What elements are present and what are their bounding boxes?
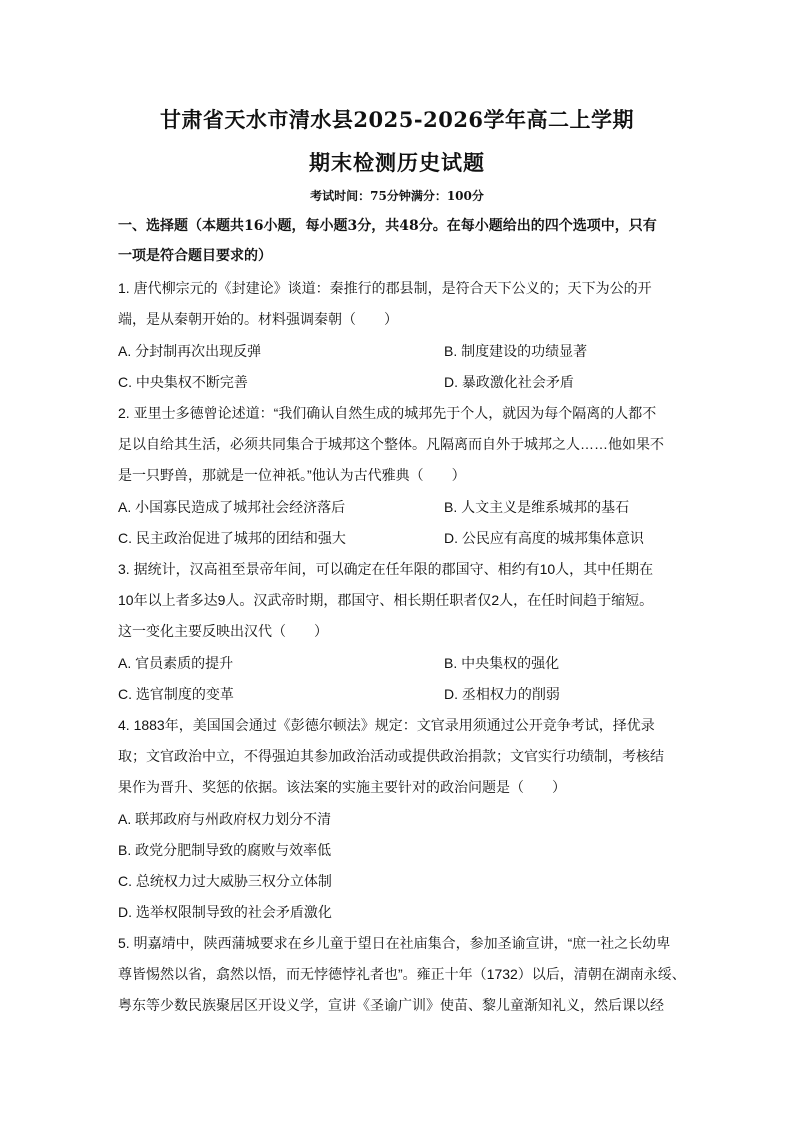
question-4-option-c: C. 总统权力过大威胁三权分立体制 xyxy=(118,873,332,889)
question-4-line-1: 4. 1883年，美国国会通过《彭德尔顿法》规定：文官录用须通过公开竞争考试，择优录 xyxy=(118,717,655,733)
exam-title-line1: 甘肃省天水市清水县2025-2026学年高二上学期 xyxy=(159,107,635,132)
question-5-line-3: 粤东等少数民族聚居区开设义学，宣讲《圣谕广训》使苗、黎儿童渐知礼义，然后课以经 xyxy=(118,997,664,1013)
question-3-line-2: 10年以上者多达9人。汉武帝时期，郡国守、相长期任职者仅2人，在任时间趋于缩短。 xyxy=(118,592,654,608)
question-3-option-b: B. 中央集权的强化 xyxy=(444,655,560,671)
question-1-line-1: 1. 唐代柳宗元的《封建论》谈道：秦推行的郡县制，是符合天下公义的；天下为公的开 xyxy=(118,280,652,296)
question-4-option-a: A. 联邦政府与州政府权力划分不清 xyxy=(118,811,332,827)
question-3-option-d: D. 丞相权力的削弱 xyxy=(444,686,560,702)
question-1-option-c: C. 中央集权不断完善 xyxy=(118,374,248,390)
question-1-option-b: B. 制度建设的功绩显著 xyxy=(444,343,588,359)
question-2-line-3: 是一只野兽，那就是一位神祇。”他认为古代雅典（ ） xyxy=(118,467,466,483)
question-3-line-3: 这一变化主要反映出汉代（ ） xyxy=(118,623,328,639)
question-2-option-a: A. 小国寡民造成了城邦社会经济落后 xyxy=(118,499,346,515)
question-1-option-a: A. 分封制再次出现反弹 xyxy=(118,343,262,359)
question-2-line-1: 2. 亚里士多德曾论述道：“我们确认自然生成的城邦先于个人，就因为每个隔离的人都不 xyxy=(118,405,657,421)
question-1-option-d: D. 暴政激化社会矛盾 xyxy=(444,374,574,390)
question-3-line-1: 3. 据统计，汉高祖至景帝年间，可以确定在任年限的郡国守、相约有10人，其中任期在 xyxy=(118,561,654,577)
question-2-option-d: D. 公民应有高度的城邦集体意识 xyxy=(444,530,644,546)
question-3-option-a: A. 官员素质的提升 xyxy=(118,655,234,671)
exam-title-line2: 期末检测历史试题 xyxy=(309,150,485,175)
question-2-option-b: B. 人文主义是维系城邦的基石 xyxy=(444,499,630,515)
question-5-line-2: 尊皆惕然以省，翕然以悟，而无悖德悖礼者也”。雍正十年（1732）以后，清朝在湖南永绥、 xyxy=(118,966,686,982)
question-2-option-c: C. 民主政治促进了城邦的团结和强大 xyxy=(118,530,346,546)
question-4-line-2: 取；文官政治中立，不得强迫其参加政治活动或提供政治捐款；文官实行功绩制，考核结 xyxy=(118,748,664,764)
question-4-line-3: 果作为晋升、奖惩的依据。该法案的实施主要针对的政治问题是（ ） xyxy=(118,779,566,795)
question-4-option-d: D. 选举权限制导致的社会矛盾激化 xyxy=(118,904,332,920)
question-3-option-c: C. 选官制度的变革 xyxy=(118,686,234,702)
question-4-option-b: B. 政党分肥制导致的腐败与效率低 xyxy=(118,842,332,858)
section-heading-line2: 一项是符合题目要求的） xyxy=(118,248,272,264)
question-2-line-2: 足以自给其生活，必须共同集合于城邦这个整体。凡隔离而自外于城邦之人……他如果不 xyxy=(118,436,664,452)
section-heading-line1: 一、选择题（本题共16小题，每小题3分，共48分。在每小题给出的四个选项中，只有 xyxy=(118,218,657,234)
question-1-line-2: 端，是从秦朝开始的。材料强调秦朝（ ） xyxy=(118,311,398,327)
question-5-line-1: 5. 明嘉靖中，陕西蒲城要求在乡儿童于望日在社庙集合，参加圣谕宣讲，“庶一社之长幼卑 xyxy=(118,935,671,951)
exam-info: 考试时间：75分钟满分：100分 xyxy=(310,189,484,203)
